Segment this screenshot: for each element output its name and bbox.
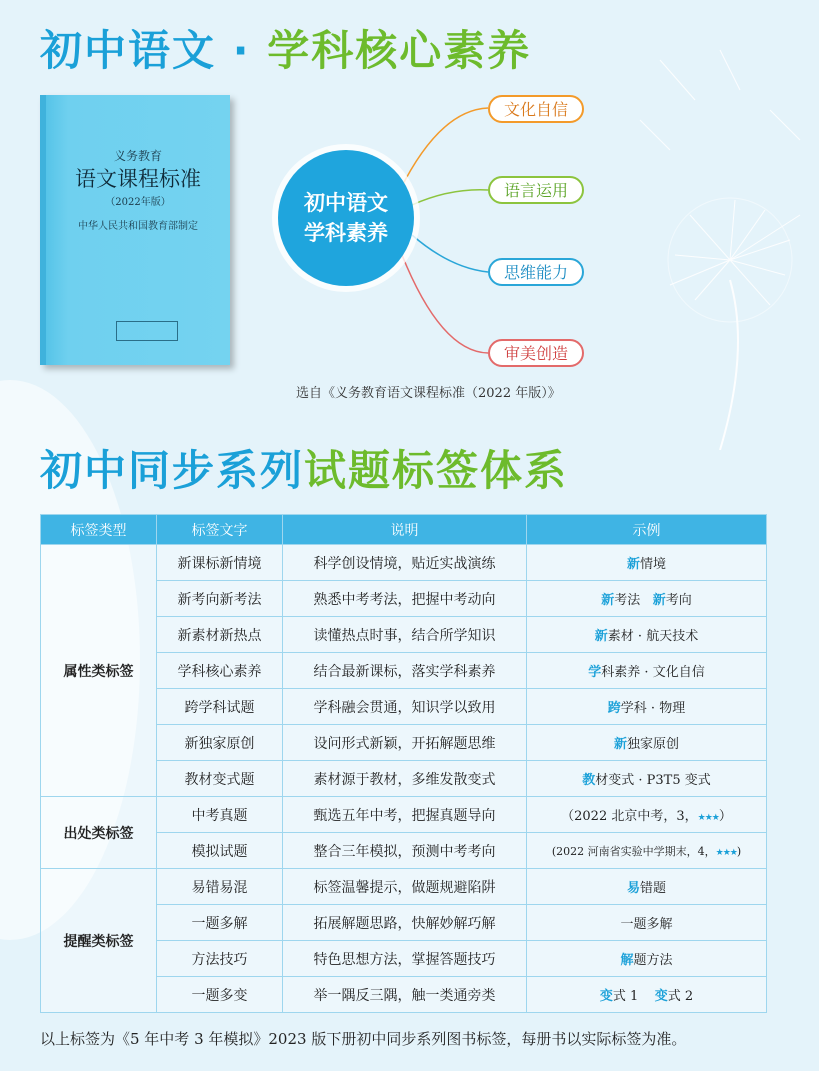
tag-example: 学科素养 · 文化自信 [527,653,767,689]
tag-description: 整合三年模拟，预测中考考向 [283,833,527,869]
tag-description: 熟悉中考考法，把握中考动向 [283,581,527,617]
tag-example: (2022 河南省实验中学期末，4，★★★) [527,833,767,869]
tag-description: 读懂热点时事，结合所学知识 [283,617,527,653]
branch-aesthetic-creation: 审美创造 [488,339,584,367]
book-subtitle: 义务教育 [113,149,162,163]
header-example: 示例 [527,515,767,545]
header-tag-type: 标签类型 [41,515,157,545]
mindmap-hub: 初中语文 学科素养 [278,150,414,286]
category-source: 出处类标签 [41,797,157,869]
tag-text: 跨学科试题 [157,689,283,725]
difficulty-stars-icon: ★★★ [697,813,719,823]
tag-text: 新独家原创 [157,725,283,761]
tag-example: （2022 北京中考，3，★★★） [527,797,767,833]
tag-example: 易错题 [527,869,767,905]
table-header-row [41,515,767,545]
tag-text: 方法技巧 [157,941,283,977]
tag-example: 教材变式 · P3T5 变式 [527,761,767,797]
tag-description: 结合最新课标，落实学科素养 [283,653,527,689]
tag-description: 素材源于教材，多维发散变式 [283,761,527,797]
book-publisher: 中华人民共和国教育部制定 [78,221,198,232]
category-reminder: 提醒类标签 [41,869,157,1013]
tag-example: 变式 1 变式 2 [527,977,767,1013]
difficulty-stars-icon: ★★★ [715,847,737,858]
tag-text: 新课标新情境 [157,545,283,581]
tag-description: 举一隅反三隅，触一类通旁类 [283,977,527,1013]
tag-example: 新素材 · 航天技术 [527,617,767,653]
table-row [41,869,767,905]
header-tag-text: 标签文字 [157,515,283,545]
tag-description: 科学创设情境，贴近实战演练 [283,545,527,581]
footer-note: 以上标签为《5 年中考 3 年模拟》2023 版下册初中同步系列图书标签，每册书以实际标签为准。 [40,1030,687,1048]
tag-text: 教材变式题 [157,761,283,797]
tag-text: 一题多解 [157,905,283,941]
table-row [41,797,767,833]
tag-table [40,514,767,1013]
category-attribute: 属性类标签 [41,545,157,797]
section-title: 初中同步系列试题标签体系 [40,446,569,495]
tag-example: 新考法 新考向 [527,581,767,617]
tag-text: 易错易混 [157,869,283,905]
tag-example: 跨学科 · 物理 [527,689,767,725]
tag-description: 甄选五年中考，把握真题导向 [283,797,527,833]
tag-text: 中考真题 [157,797,283,833]
tag-text: 模拟试题 [157,833,283,869]
tag-description: 学科融会贯通，知识学以致用 [283,689,527,725]
branch-thinking-ability: 思维能力 [488,258,584,286]
tag-description: 拓展解题思路，快解妙解巧解 [283,905,527,941]
header-description: 说明 [283,515,527,545]
table-row [41,545,767,581]
tag-example: 一题多解 [527,905,767,941]
tag-text: 新素材新热点 [157,617,283,653]
tag-text: 一题多变 [157,977,283,1013]
book-edition: （2022年版） [105,197,171,208]
tag-text: 学科核心素养 [157,653,283,689]
tag-text: 新考向新考法 [157,581,283,617]
tag-example: 新情境 [527,545,767,581]
branch-cultural-confidence: 文化自信 [488,95,584,123]
page-title: 初中语文 · 学科核心素养 [40,26,532,75]
source-caption: 选自《义务教育语文课程标准（2022 年版）》 [296,386,561,401]
tag-description: 特色思想方法，掌握答题技巧 [283,941,527,977]
tag-description: 标签温馨提示，做题规避陷阱 [283,869,527,905]
book-title: 语文课程标准 [75,167,201,191]
branch-language-use: 语言运用 [488,176,584,204]
tag-example: 新独家原创 [527,725,767,761]
tag-example: 解题方法 [527,941,767,977]
tag-description: 设问形式新颖，开拓解题思维 [283,725,527,761]
